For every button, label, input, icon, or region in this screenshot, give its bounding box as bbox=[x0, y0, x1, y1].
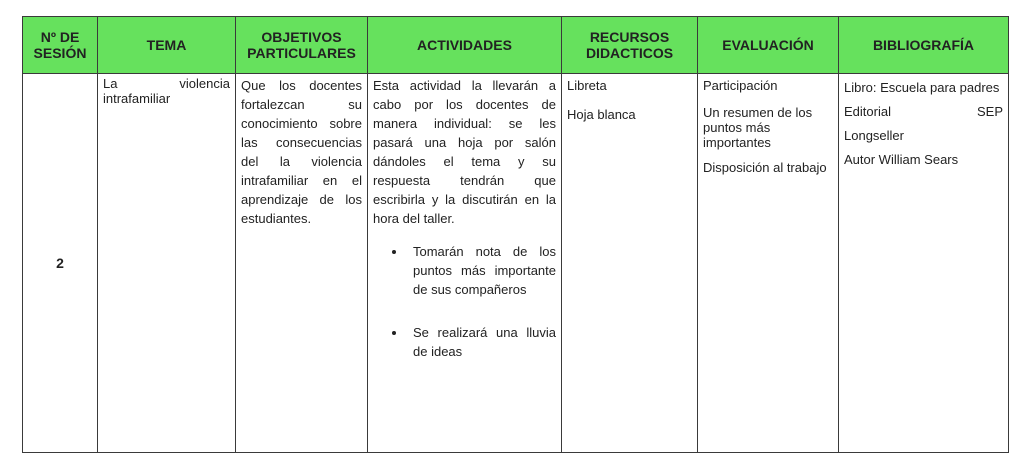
list-item: • Tomarán nota de los puntos más importante de sus compañeros bbox=[407, 242, 556, 299]
header-bibliografia: BIBLIOGRAFÍA bbox=[839, 17, 1009, 74]
planning-table bbox=[22, 16, 1009, 453]
recurso-item: Hoja blanca bbox=[567, 107, 636, 122]
evaluacion-item: Un resumen de los puntos más importantes bbox=[703, 105, 813, 150]
header-tema: TEMA bbox=[98, 17, 236, 74]
table-row bbox=[23, 74, 1009, 453]
bibliografia-item: Editorial SEP bbox=[844, 104, 1003, 119]
bibliografia-item: Longseller bbox=[844, 128, 904, 143]
actividades-intro: Esta actividad la llevarán a cabo por los docentes de manera individual: se les pasará una hoja por salón dándoles el tema y su respuesta tendrán que escribirla y la discutirán en la hora del taller. bbox=[373, 78, 556, 226]
cell-recursos bbox=[562, 74, 698, 453]
cell-actividades bbox=[368, 74, 562, 453]
evaluacion-item: Disposición al trabajo bbox=[703, 160, 827, 175]
evaluacion-item: Participación bbox=[703, 78, 778, 93]
recurso-item: Libreta bbox=[567, 78, 607, 93]
planning-table-container bbox=[22, 16, 1008, 453]
header-objetivos: OBJETIVOS PARTICULARES bbox=[236, 17, 368, 74]
cell-bibliografia bbox=[839, 74, 1009, 453]
cell-evaluacion bbox=[698, 74, 839, 453]
cell-objetivos: Que los docentes fortalezcan su conocimiento sobre las consecuencias del la violencia intrafamiliar en el aprendizaje de los estudiantes. bbox=[236, 74, 368, 453]
list-item: • Se realizará una lluvia de ideas bbox=[407, 323, 556, 361]
header-row bbox=[23, 17, 1009, 74]
header-evaluacion: EVALUACIÓN bbox=[698, 17, 839, 74]
header-recursos: RECURSOS DIDACTICOS bbox=[562, 17, 698, 74]
bibliografia-item: Autor William Sears bbox=[844, 152, 959, 167]
cell-tema: La violencia intrafamiliar bbox=[98, 74, 236, 453]
actividades-list bbox=[373, 242, 556, 361]
cell-sesion: 2 bbox=[23, 74, 98, 453]
bibliografia-item: Libro: Escuela para padres bbox=[844, 80, 1000, 95]
header-actividades: ACTIVIDADES bbox=[368, 17, 562, 74]
header-sesion: Nº DE SESIÓN bbox=[23, 17, 98, 74]
